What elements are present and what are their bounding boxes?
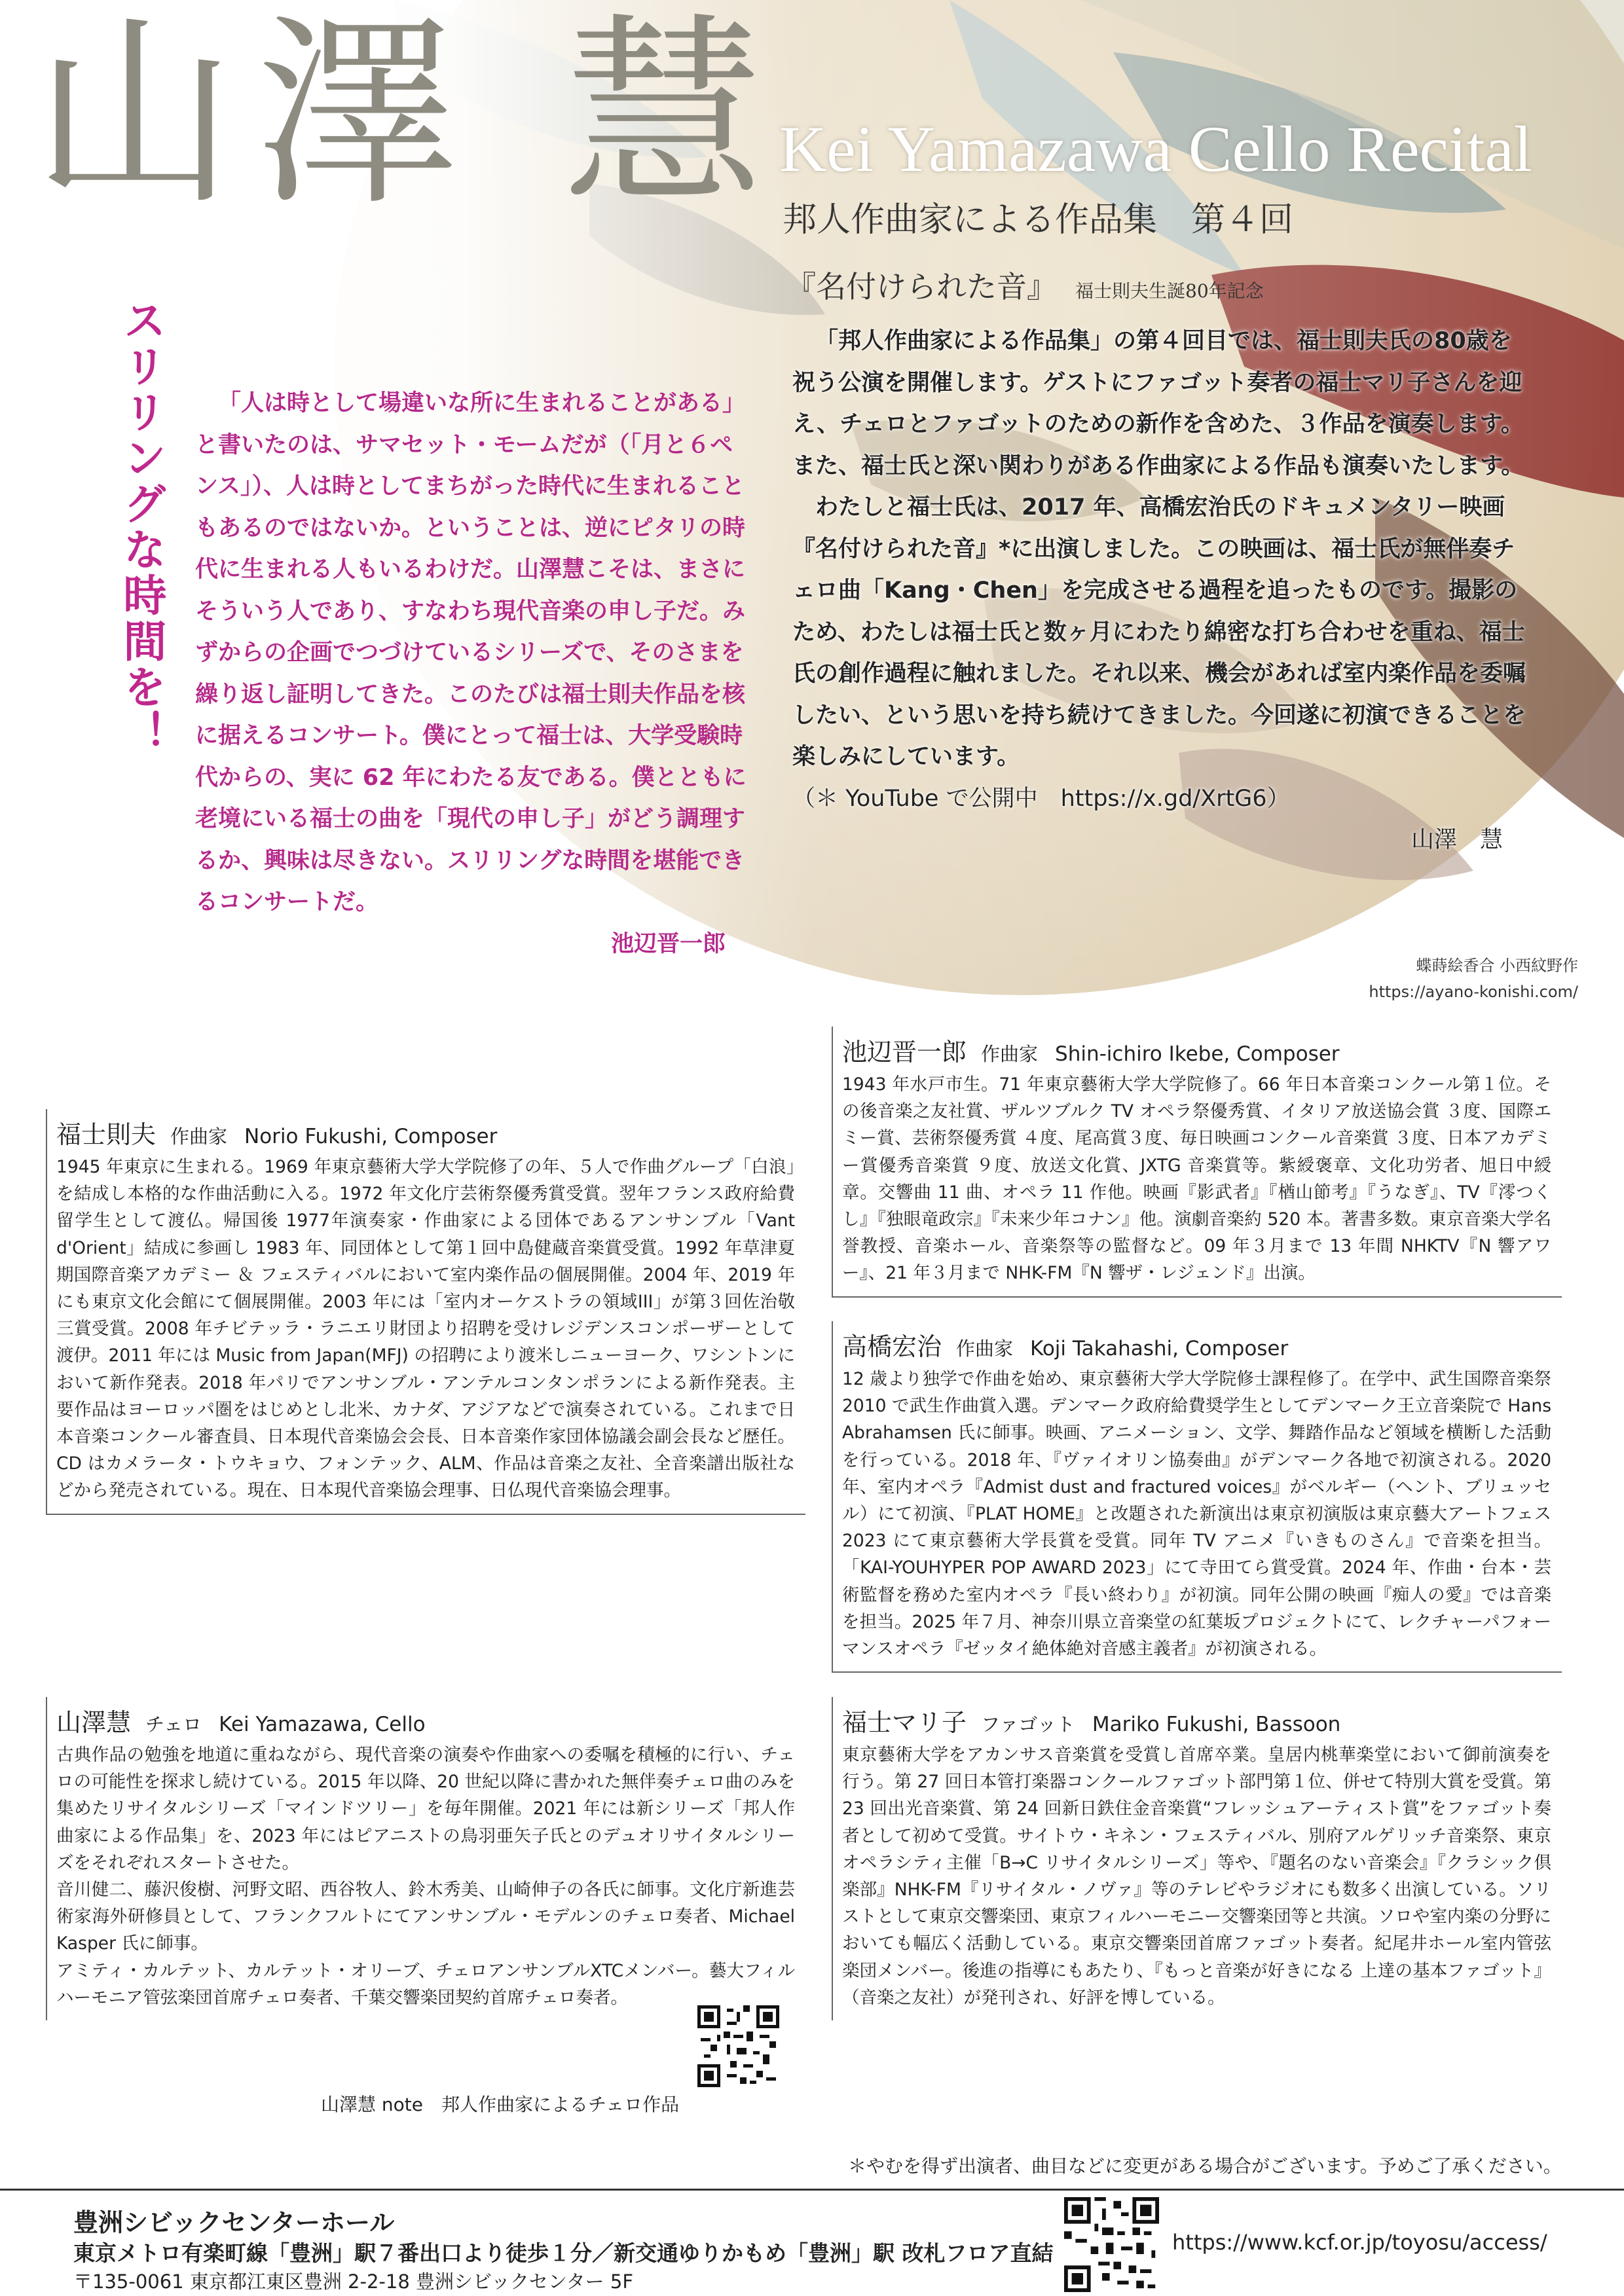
tagline-vertical: スリリングな時間を！ [116,298,166,756]
bio-text-3: アミティ・カルテット、カルテット・オリーブ、チェロアンサンブルXTCメンバー。藝大フィルハーモニア管弦楽団首席チェロ奏者、千葉交響楽団契約首席チェロ奏者。 [56,1960,795,2008]
bio-header [833,1033,1562,1071]
qr-code-note[interactable] [697,2005,779,2087]
bio-name: 福士マリ子 [842,1708,967,1737]
bio-text-2: 音川健二、藤沢俊樹、河野文昭、西谷牧人、鈴木秀美、山崎伸子の各氏に師事。文化庁新進芸術家海外研修員として、フランクフルトにてアンサンブル・モデルンのチェロ奏者、Michael Kasper 氏に師事。 [56,1880,795,1954]
art-credit-title: 蝶蒔絵香合 小西紋野作 [1416,957,1578,975]
bio-text: 1945 年東京に生まれる。1969 年東京藝術大学大学院修了の年、５人で作曲グループ「白浪」を結成し本格的な作曲活動に入る。1972 年文化庁芸術祭優秀賞受賞。翌年フランス政府給費留学生として渡仏。帰国後 1977年演奏家・作曲家による団体であるアンサンブル「Vant d'Orient」結成に参画し 1983 年、同団体として第１回中島健蔵音楽賞受賞。1992 年草津夏期国際音楽アカデミー ＆ フェスティバルにおいて室内楽作品の個展開催。2004 年、2019 年にも東京文化会館にて個展開催。2003 年には「室内オーケストラの領域III」が第３回佐治敬三賞受賞。2008 年チビテッラ・ラニエリ財団より招聘を受けレジデンスコンポーザーとして渡伊。2011 年には Music from Japan(MFJ) の招聘により渡米しニューヨーク、ワシントンにおいて新作発表。2018 年パリでアンサンブル・アンテルコンタンポランによる新作発表。主要作品はヨーロッパ圏をはじめとし北米、カナダ、アジアなどで演奏されている。これまで日本音楽コンクール審査員、日本現代音楽協会会長、日本音楽作家団体協議会副会長など歴任。CD はカメラータ・トウキョウ、フォンテック、ALM、作品は音楽之友社、全音楽譜出版社などから発売されている。現在、日本現代音楽協会理事、日仏現代音楽協会理事。 [56,1157,795,1501]
concert-title-line [786,263,1264,306]
bio-fukushi-norio [46,1109,805,1515]
qr-code-access[interactable] [1064,2197,1159,2292]
bio-fukushi-mariko [832,1697,1562,2020]
intro-paragraph-2: わたしと福士氏は、2017 年、高橋宏治氏のドキュメンタリー映画『名付けられた音』*に出演しました。この映画は、福士氏が無伴奏チェロ曲「Kang・Chen」を完成させる過程を追ったものです。撮影のため、わたしは福士氏と数ヶ月にわたり綿密な打ち合わせを重ね、福士氏の創作過程に触れました。それ以来、機会があれば室内楽作品を委嘱したい、という思いを持ち続けてきました。今回遂に初演できることを楽しみにしています。 [792,494,1526,770]
bio-name: 池辺晋一郎 [842,1038,967,1066]
bio-english-name: Koji Takahashi, Composer [1030,1337,1289,1360]
venue-address: 〒135-0061 東京都江東区豊洲 2-2-18 豊洲シビックセンター 5F [73,2270,634,2293]
concert-title: 『名付けられた音』 [786,269,1057,304]
quote-author: 池辺晋一郎 [610,930,726,957]
bio-role: 作曲家 [170,1125,228,1148]
bio-english-name: Kei Yamazawa, Cello [219,1713,426,1736]
bio-name: 福士則夫 [56,1120,157,1149]
qr-caption: 山澤慧 note 邦人作曲家によるチェロ作品 [321,2094,680,2115]
intro-signature: 山澤 慧 [1411,827,1503,853]
bio-takahashi [832,1321,1562,1673]
art-credit-url: https://ayano-konishi.com/ [1369,983,1578,1001]
anniversary-text: 福士則夫生誕80年記念 [1075,280,1264,302]
intro-paragraph-1: 「邦人作曲家による作品集」の第４回目では、福士則夫氏の80歳を祝う公演を開催します。ゲストにファゴット奏者の福士マリ子さんを迎え、チェロとファゴットのための新作を含めた、３作品を演奏します。また、福士氏と深い関わりがある作曲家による作品も演奏いたします。 [792,328,1524,479]
access-info: 東京メトロ有楽町線「豊洲」駅７番出口より徒歩１分／新交通ゆりかもめ「豊洲」駅 改札フロア直結 [73,2240,1054,2266]
bio-header [47,1116,805,1154]
bio-role: 作曲家 [956,1338,1014,1360]
bio-english-name: Norio Fukushi, Composer [244,1125,498,1148]
bio-text: 東京藝術大学をアカンサス音楽賞を受賞し首席卒業。皇居内桃華楽堂において御前演奏を行う。第 27 回日本管打楽器コンクールファゴット部門第１位、併せて特別大賞を受賞。第 23 回出光音楽賞、第 24 回新日鉄住金音楽賞“フレッシュアーティスト賞”をファゴット奏者として初めて受賞。サイトウ・キネン・フェスティバル、別府アルゲリッチ音楽祭、東京オペラシティ主催「B→C リサイタルシリーズ」等や、『題名のない音楽会』『クラシック倶楽部』NHK-FM『リサイタル・ノヴァ』等のテレビやラジオにも数多く出演している。ソリストとして東京交響楽団、東京フィルハーモニー交響楽団等と共演。ソロや室内楽の分野においても幅広く活動している。東京交響楽団首席ファゴット奏者。紀尾井ホール室内管弦楽団メンバー。後進の指導にもあたり、『もっと音楽が好きになる 上達の基本ファゴット』（音楽之友社）が発刊され、好評を博している。 [842,1745,1551,2008]
venue-name: 豊洲シビックセンターホール [73,2208,395,2237]
bio-header [47,1704,805,1741]
bio-english-name: Shin-ichiro Ikebe, Composer [1055,1042,1340,1066]
youtube-note: （＊ YouTube で公開中 https://x.gd/XrtG6） [792,785,1290,812]
quote-text: 「人は時として場違いな所に生まれることがある」と書いたのは、サマセット・モームだが（「月と６ペンス」）、人は時としてまちがった時代に生まれることもあるのではないか。ということは、逆にピタリの時代に生まれる人もいるわけだ。山澤慧こそは、まさにそういう人であり、すなわち現代音楽の申し子だ。みずからの企画でつづけているシリーズで、そのさまを繰り返し証明してきた。このたびは福士則夫作品を核に据えるコンサート。僕にとって福士は、大学受験時代からの、実に 62 年にわたる友である。僕とともに老境にいる福士の曲を「現代の申し子」がどう調理するか、興味は尽きない。スリリングな時間を堪能できるコンサートだ。 [195,390,747,915]
bio-text: 12 歳より独学で作曲を始め、東京藝術大学大学院修士課程修了。在学中、武生国際音楽祭 2010 で武生作曲賞入選。デンマーク政府給費奨学生としてデンマーク王立音楽院で Hans Abrahamsen 氏に師事。映画、アニメーション、文学、舞踏作品など領域を横断した活動を行っている。2018 年、『ヴァイオリン協奏曲』がデンマーク各地で初演される。2020年、室内オペラ『Admist dust and fractured voices』がベルギー（ヘント、ブリュッセル）にて初演、『PLAT HOME』と改題された新演出は東京初演版は東京藝大アートフェス 2023 にて東京藝術大学長賞を受賞。同年 TV アニメ『いきものさん』で音楽を担当。「KAI-YOUHYPER POP AWARD 2023」にて寺田てら賞受賞。2024 年、作曲・台本・芸術監督を務めた室内オペラ『長い終わり』が初演。同年公開の映画『痴人の愛』では音楽を担当。2025 年７月、神奈川県立音楽堂の紅葉坂プロジェクトにて、レクチャーパフォーマンスオペラ『ゼッタイ絶体絶対音感主義者』が初演される。 [842,1369,1551,1660]
intro-message [792,321,1529,862]
recital-title: Kei Yamazawa Cello Recital [779,113,1532,185]
performer-name: 山澤 慧 [33,0,785,232]
bio-name: 高橋宏治 [842,1332,942,1361]
bio-ikebe [832,1027,1562,1298]
art-credit [1342,953,1578,1005]
bio-role: 作曲家 [981,1043,1039,1065]
bio-english-name: Mariko Fukushi, Bassoon [1092,1713,1341,1736]
series-title: 邦人作曲家による作品集 第４回 [783,200,1294,240]
ikebe-quote [195,383,752,965]
bio-text-1: 古典作品の勉強を地道に重ねながら、現代音楽の演奏や作曲家への委嘱を積極的に行い、チェロの可能性を探求し続けている。2015 年以降、20 世紀以降に書かれた無伴奏チェロ曲のみを集めたリサイタルシリーズ「マインドツリー」を毎年開催。2021 年には新シリーズ「邦人作曲家による作品集」を、2023 年にはピアニストの鳥羽亜矢子氏とのデュオリサイタルシリーズをそれぞれスタートさせた。 [56,1745,795,1873]
bio-header [833,1328,1562,1366]
bio-role: ファゴット [981,1713,1075,1736]
bio-role: チェロ [145,1713,202,1736]
access-url[interactable]: https://www.kcf.or.jp/toyosu/access/ [1172,2230,1547,2255]
bio-header [833,1704,1562,1741]
disclaimer: ＊やむを得ず出演者、曲目などに変更がある場合がございます。予めご了承ください。 [848,2155,1562,2177]
bio-text: 1943 年水戸市生。71 年東京藝術大学大学院修了。66 年日本音楽コンクール第１位。その後音楽之友社賞、ザルツブルク TV オペラ祭優秀賞、イタリア放送協会賞 ３度、国際エミー賞、芸術祭優秀賞 ４度、尾高賞３度、毎日映画コンクール音楽賞 ３度、日本アカデミー賞優秀音楽賞 ９度、放送文化賞、JXTG 音楽賞等。紫綬褒章、文化功労者、旭日中綬章。交響曲 11 曲、オペラ 11 作他。映画『影武者』『楢山節考』『うなぎ』、TV『澪つくし』『独眼竜政宗』『未来少年コナン』他。演劇音楽約 520 本。著書多数。東京音楽大学名誉教授、音楽ホール、音楽祭等の監督など。09 年３月まで 13 年間 NHKTV『N 響アワー』、21 年３月まで NHK-FM『N 響ザ・レジェンド』出演。 [842,1074,1551,1284]
bio-yamazawa [46,1697,805,2020]
bio-name: 山澤慧 [56,1708,132,1737]
